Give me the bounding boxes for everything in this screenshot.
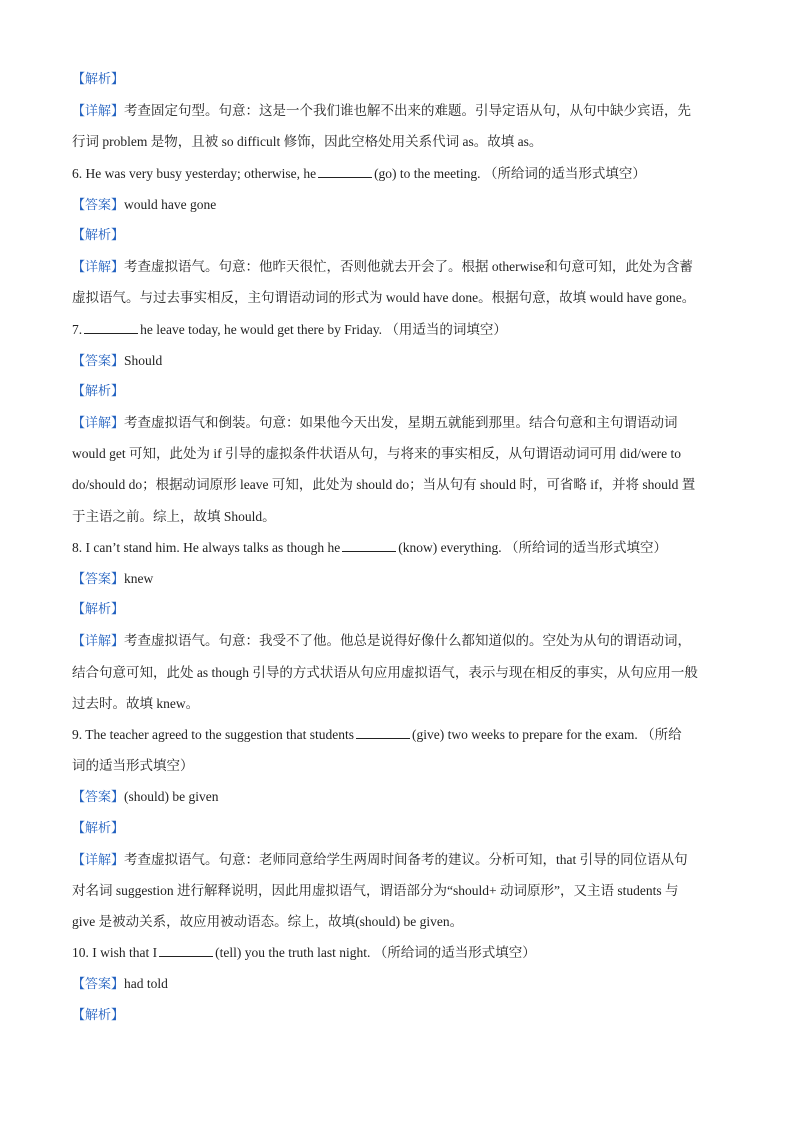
text-line (72, 688, 724, 719)
answer-blank (356, 726, 410, 739)
answer-blank (318, 165, 372, 178)
text-line (72, 750, 724, 781)
answer-text: (should) be given (124, 789, 219, 805)
answer-text: had told (124, 976, 168, 992)
question-text-before-blank: 10. I wish that I (72, 945, 158, 961)
paragraph-text: give 是被动关系，故应用被动语态。综上，故填(should) be given。 (72, 914, 464, 930)
paragraph-text: 于主语之前。综上，故填 Should。 (72, 508, 276, 524)
text-line (72, 438, 724, 469)
text-line (72, 469, 724, 500)
section-tag-detail: 【详解】 (72, 852, 125, 868)
paragraph-text: would get 可知，此处为 if 引导的虚拟条件状语从句，与将来的事实相反，从句谓语动词可用 did/were to (72, 446, 681, 462)
answer-blank (159, 944, 213, 957)
paragraph-text: 行词 problem 是物，且被 so difficult 修饰，因此空格处用关系代词 as。故填 as。 (72, 134, 543, 150)
question-line (72, 937, 724, 968)
text-line (72, 906, 724, 937)
section-tag-analysis: 【解析】 (72, 383, 125, 399)
section-tag-detail: 【详解】 (72, 634, 125, 650)
explanation-text: 考查虚拟语气。句意：他昨天很忙，否则他就去开会了。根据 otherwise和句意可知，此处为含蓄 (124, 259, 693, 275)
paragraph-text: 过去时。故填 knew。 (72, 695, 200, 711)
text-line (72, 282, 724, 313)
question-text-after-blank: (go) to the meeting. （所给词的适当形式填空） (374, 165, 646, 181)
text-line (72, 64, 724, 95)
section-tag-answer: 【答案】 (72, 572, 125, 587)
section-tag-analysis: 【解析】 (72, 820, 125, 836)
question-text-after-blank: he leave today, he would get there by Friday. （用适当的词填空） (140, 321, 507, 337)
text-line (72, 781, 724, 812)
question-line (72, 158, 724, 189)
text-line (72, 625, 724, 656)
text-line (72, 407, 724, 438)
question-text-after-blank: (tell) you the truth last night. （所给词的适当形式填空） (215, 945, 536, 961)
paragraph-text: 词的适当形式填空） (72, 758, 194, 774)
text-line (72, 501, 724, 532)
question-line (72, 719, 724, 750)
question-line (72, 314, 724, 345)
text-line (72, 95, 724, 126)
explanation-text: 考查虚拟语气。句意：老师同意给学生两周时间备考的建议。分析可知，that 引导的同位语从句 (124, 851, 688, 867)
text-line (72, 251, 724, 282)
section-tag-analysis: 【解析】 (72, 602, 125, 618)
answer-blank (342, 539, 396, 552)
section-tag-answer: 【答案】 (72, 197, 125, 213)
question-text-after-blank: (give) two weeks to prepare for the exam. （所给 (412, 726, 682, 742)
text-line (72, 657, 724, 688)
section-tag-detail: 【详解】 (72, 416, 125, 432)
answer-text: would have gone (124, 196, 217, 212)
document-page (72, 64, 724, 1031)
text-line (72, 968, 724, 999)
question-text-after-blank: (know) everything. （所给词的适当形式填空） (398, 539, 668, 555)
answer-text: knew (124, 571, 154, 586)
text-line (72, 875, 724, 906)
section-tag-answer: 【答案】 (72, 977, 125, 993)
answer-text: Should (124, 352, 163, 368)
explanation-text: 考查虚拟语气。句意：我受不了他。他总是说得好像什么都知道似的。空处为从句的谓语动词， (124, 633, 692, 649)
text-line (72, 189, 724, 220)
section-tag-analysis: 【解析】 (72, 227, 125, 243)
answer-blank (84, 321, 138, 334)
question-line (72, 532, 724, 563)
section-tag-detail: 【详解】 (72, 104, 125, 120)
question-text-before-blank: 9. The teacher agreed to the suggestion that students (72, 726, 355, 742)
text-line (72, 594, 724, 625)
question-text-before-blank: 6. He was very busy yesterday; otherwise, he (72, 165, 317, 181)
text-line (72, 813, 724, 844)
text-line (72, 126, 724, 157)
section-tag-analysis: 【解析】 (72, 1007, 125, 1023)
explanation-text: 考查固定句型。句意：这是一个我们谁也解不出来的难题。引导定语从句，从句中缺少宾语，先 (124, 103, 692, 119)
text-line (72, 844, 724, 875)
text-line (72, 1000, 724, 1031)
section-tag-answer: 【答案】 (72, 353, 125, 369)
question-text-before-blank: 8. I can’t stand him. He always talks as though he (72, 539, 341, 555)
paragraph-text: do/should do；根据动词原形 leave 可知，此处为 should do；当从句有 should 时，可省略 if，并将 should 置 (72, 477, 696, 493)
paragraph-text: 结合句意可知，此处 as though 引导的方式状语从句应用虚拟语气，表示与现在相反的事实，从句应用一般 (72, 664, 698, 680)
question-text-before-blank: 7. (72, 321, 83, 337)
section-tag-detail: 【详解】 (72, 260, 125, 276)
paragraph-text: 对名词 suggestion 进行解释说明，因此用虚拟语气，谓语部分为“should+ 动词原形”，又主语 students 与 (72, 882, 679, 898)
text-line (72, 220, 724, 251)
section-tag-analysis: 【解析】 (72, 72, 125, 87)
paragraph-text: 虚拟语气。与过去事实相反，主句谓语动词的形式为 would have done。根据句意，故填 would have gone。 (72, 290, 696, 306)
section-tag-answer: 【答案】 (72, 790, 125, 806)
text-line (72, 345, 724, 376)
text-line (72, 376, 724, 407)
text-line (72, 563, 724, 594)
explanation-text: 考查虚拟语气和倒装。句意：如果他今天出发，星期五就能到那里。结合句意和主句谓语动词 (124, 415, 678, 431)
